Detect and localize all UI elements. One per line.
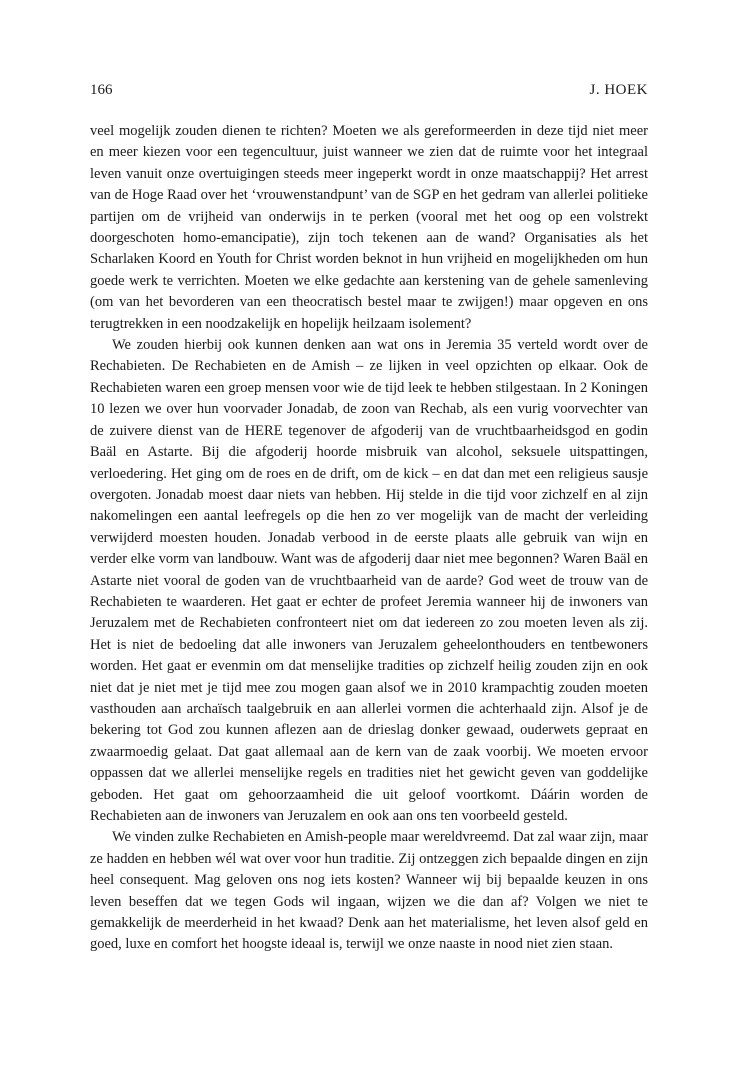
- running-head-author: J. HOEK: [589, 82, 648, 98]
- page-header: [90, 80, 648, 102]
- page-number: 166: [90, 82, 113, 98]
- paragraph-3: We vinden zulke Rechabieten en Amish-people maar wereldvreemd. Dat zal waar zijn, maar ze hadden en hebben wél wat over voor hun traditie. Zij ontzeggen zich bepaalde dingen en zijn heel consequent. Mag geloven ons nog iets kosten? Wanneer wij bij bepaalde keuzen in ons leven beseffen dat we tegen Gods wil ingaan, wijzen we die dan af? Volgen we niet te gemakkelijk de meerderheid in het kwaad? Denk aan het materialisme, het leven alsof geld en goed, luxe en comfort het hoogste ideaal is, terwijl we onze naaste in nood niet zien staan.: [90, 829, 648, 953]
- paragraph-1: veel mogelijk zouden dienen te richten? Moeten we als gereformeerden in deze tijd niet meer en meer kiezen voor een tegencultuur, juist wanneer we zien dat de ruimte voor het integraal leven vanuit onze overtuigingen steeds meer ingeperkt wordt in onze maatschappij? Het arrest van de Hoge Raad over het ‘vrouwenstandpunt’ van de SGP en het gedram van allerlei politieke partijen om de vrijheid van onderwijs in te perken (vooral met het oog op een volstrekt doorgeschoten homo-emancipatie), zijn toch tekenen aan de wand? Organisaties als het Scharlaken Koord en Youth for Christ worden beknot in hun vrijheid en mogelijkheden om hun goede werk te verrichten. Moeten we elke gedachte aan kerstening van de gehele samenleving (om van het bevorderen van een theocratisch bestel maar te zwijgen!) maar opgeven en ons terugtrekken in een noodzakelijk en hopelijk heilzaam isolement?: [90, 123, 648, 332]
- body-text: [90, 121, 648, 956]
- paragraph-2: We zouden hierbij ook kunnen denken aan wat ons in Jeremia 35 verteld wordt over de Rechabieten. De Rechabieten en de Amish – ze lijken in veel opzichten op elkaar. Ook de Rechabieten waren een groep mensen voor wie de tijd leek te hebben stilgestaan. In 2 Koningen 10 lezen we over hun voorvader Jonadab, de zoon van Rechab, als een vurig voorvechter van de zuivere dienst van de HERE tegenover de afgoderij van de vruchtbaarheidsgod en godin Baäl en Astarte. Bij die afgoderij hoorde misbruik van alcohol, seksuele uitspattingen, verloedering. Het ging om de roes en de drift, om de kick – en dat dan met een religieus sausje overgoten. Jonadab moest daar niets van hebben. Hij stelde in die tijd voor zichzelf en al zijn nakomelingen een aantal leefregels op die hen zo ver mogelijk van de macht der verleiding verwijderd moesten houden. Jonadab verbood in de eerste plaats alle gebruik van wijn en verder elke vorm van landbouw. Want was de afgoderij daar niet mee begonnen? Waren Baäl en Astarte niet vooral de goden van de vruchtbaarheid van de aarde? God weet de trouw van de Rechabieten te waarderen. Het gaat er echter de profeet Jeremia wanneer hij de inwoners van Jeruzalem met de Rechabieten confronteert niet om dat iedereen zo zou moeten leven als zij. Het is niet de bedoeling dat alle inwoners van Jeruzalem geheelonthouders en tentbewoners worden. Het gaat er evenmin om dat menselijke tradities op zichzelf heilig zouden zijn en ook niet dat je niet met je tijd mee zou mogen gaan alsof we in 2010 krampachtig zouden moeten vasthouden aan archaïsch taalgebruik en aan allerlei vormen die achterhaald zijn. Alsof je de bekering tot God zou kunnen aflezen aan de drieslag donker gewaad, ouderwets gepraat en zwaarmoedig gelaat. Dat gaat allemaal aan de kern van de zaak voorbij. We moeten ervoor oppassen dat we allerlei menselijke regels en tradities niet het gewicht geven van goddelijke geboden. Het gaat om gehoorzaamheid die uit geloof voortkomt. Dáárin worden de Rechabieten aan de inwoners van Jeruzalem en ook aan ons ten voorbeeld gesteld.: [90, 337, 648, 824]
